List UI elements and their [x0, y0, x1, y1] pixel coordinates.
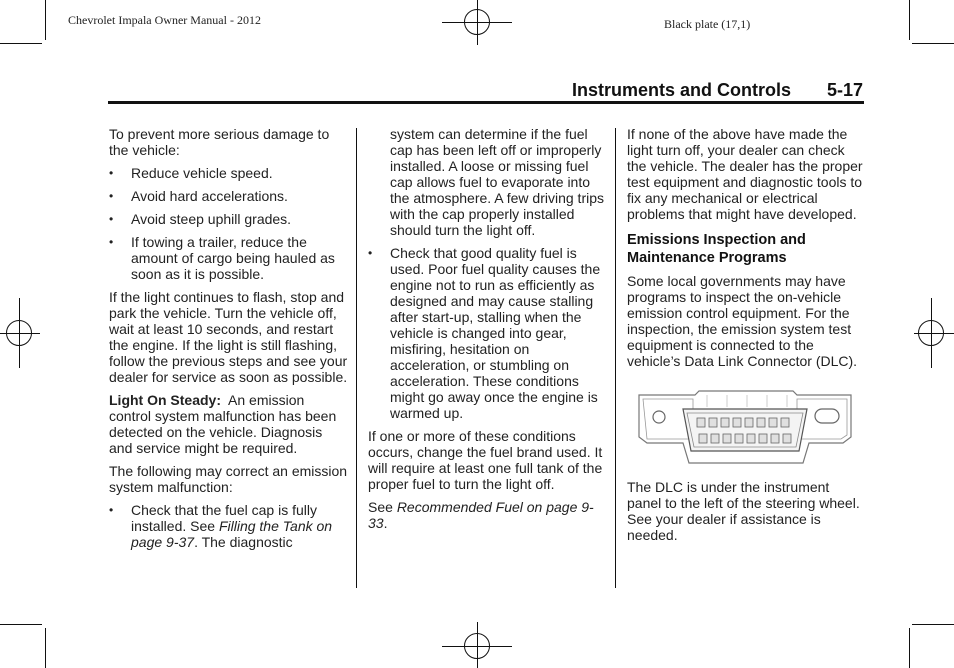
- plate-label: Black plate (17,1): [664, 17, 751, 31]
- fuelcap-reference-link[interactable]: Filling the Tank on page 9-37: [131, 518, 333, 550]
- column-3: [627, 126, 865, 550]
- crop-mark: [0, 43, 42, 44]
- list-item: [368, 245, 608, 421]
- column-divider: [356, 128, 357, 588]
- bullet-icon: •: [109, 166, 114, 180]
- column-2: [368, 126, 608, 538]
- continued-text: system can determine if the fuel cap has been left off or improperly installed. A loose or missing fuel cap allows fuel to evaporate into the atmosphere. A few driving trips with the cap properly installed should turn the light off.: [390, 126, 604, 238]
- dlc-location-paragraph: The DLC is under the instrument panel to the left of the steering wheel. See your dealer if assistance is needed.: [627, 479, 860, 543]
- none-above-paragraph: If none of the above have made the light turn off, your dealer can check the vehicle. The dealer has the proper test equipment and diagnostic tools to fix any mechanical or electrical problems that might have developed.: [627, 126, 863, 222]
- see-paragraph: [368, 499, 608, 531]
- fuel-change-paragraph: If one or more of these conditions occurs, change the fuel brand used. It will require at least one full tank of the proper fuel to turn the light off.: [368, 428, 603, 492]
- registration-circle: [464, 9, 490, 35]
- list-item: [109, 165, 349, 181]
- crop-mark: [912, 43, 954, 44]
- registration-circle: [464, 633, 490, 659]
- flash-paragraph: If the light continues to flash, stop and park the vehicle. Turn the vehicle off, wait at least 10 seconds, and restart the engine. If the light is still flashing, follow the previous steps and see your dealer for service as soon as possible.: [109, 289, 348, 385]
- manual-title: Chevrolet Impala Owner Manual - 2012: [68, 13, 261, 27]
- list-item: [109, 502, 349, 550]
- dlc-connector-icon: [637, 387, 853, 469]
- correct-intro: The following may correct an emission system malfunction:: [109, 463, 348, 495]
- column-divider: [615, 128, 616, 588]
- damage-list: [109, 165, 349, 282]
- list-item-text: If towing a trailer, reduce the amount of cargo being hauled as soon as it is possible.: [131, 234, 335, 282]
- list-item-text: Avoid hard accelerations.: [131, 188, 288, 204]
- see-text: See: [368, 499, 393, 515]
- emissions-heading: Emissions Inspection and Maintenance Programs: [627, 232, 806, 266]
- programs-paragraph: Some local governments may have programs to inspect the on-vehicle emission control equipment. For the inspection, the emission system test equipment is connected to the vehicle’s Data Link Connector (DLC).: [627, 273, 858, 369]
- crop-mark: [45, 0, 46, 40]
- list-item: [109, 211, 349, 227]
- fuel-quality-text: Check that good quality fuel is used. Poor fuel quality causes the engine not to run as efficiently as designed and may cause stalling after start-up, stalling when the vehicle is changed into gear, misfiring, hesitation on acceleration, or stumbling on acceleration. These conditions might go away once the engine is warmed up.: [390, 245, 601, 421]
- list-item-text: Reduce vehicle speed.: [131, 165, 273, 181]
- bullet-icon: •: [109, 212, 114, 226]
- page-number: 5-17: [827, 80, 864, 100]
- fuelcap-text: Check that the fuel cap is fully installed. See: [131, 502, 317, 534]
- bullet-icon: •: [109, 189, 114, 203]
- steady-paragraph: [109, 392, 349, 456]
- registration-circle: [6, 320, 32, 346]
- crop-mark: [912, 624, 954, 625]
- fuelcap-tail: . The diagnostic: [194, 534, 293, 550]
- list-item-text: Avoid steep uphill grades.: [131, 211, 292, 227]
- continued-list: [368, 126, 608, 421]
- header-rule: [108, 101, 864, 104]
- correct-list: [109, 502, 349, 550]
- crop-mark: [0, 624, 42, 625]
- column-1: [109, 126, 349, 557]
- bullet-icon: •: [109, 235, 114, 249]
- crop-mark: [909, 628, 910, 668]
- crop-mark: [45, 628, 46, 668]
- list-item: [109, 188, 349, 204]
- list-item: [368, 126, 608, 238]
- see-tail: .: [383, 515, 388, 531]
- section-title: Instruments and Controls: [572, 80, 792, 100]
- bullet-icon: •: [368, 246, 373, 260]
- registration-circle: [918, 320, 944, 346]
- steady-text: An emission control system malfunction has been detected on the vehicle. Diagnosis and service might be required.: [109, 392, 337, 456]
- intro-paragraph: To prevent more serious damage to the vehicle:: [109, 126, 330, 158]
- dlc-connector-illustration: [637, 387, 853, 469]
- crop-mark: [909, 0, 910, 40]
- list-item: [109, 234, 349, 282]
- bullet-icon: •: [109, 503, 114, 517]
- steady-label: Light On Steady:: [109, 392, 221, 408]
- recommended-fuel-link[interactable]: Recommended Fuel on page 9-33: [368, 499, 594, 531]
